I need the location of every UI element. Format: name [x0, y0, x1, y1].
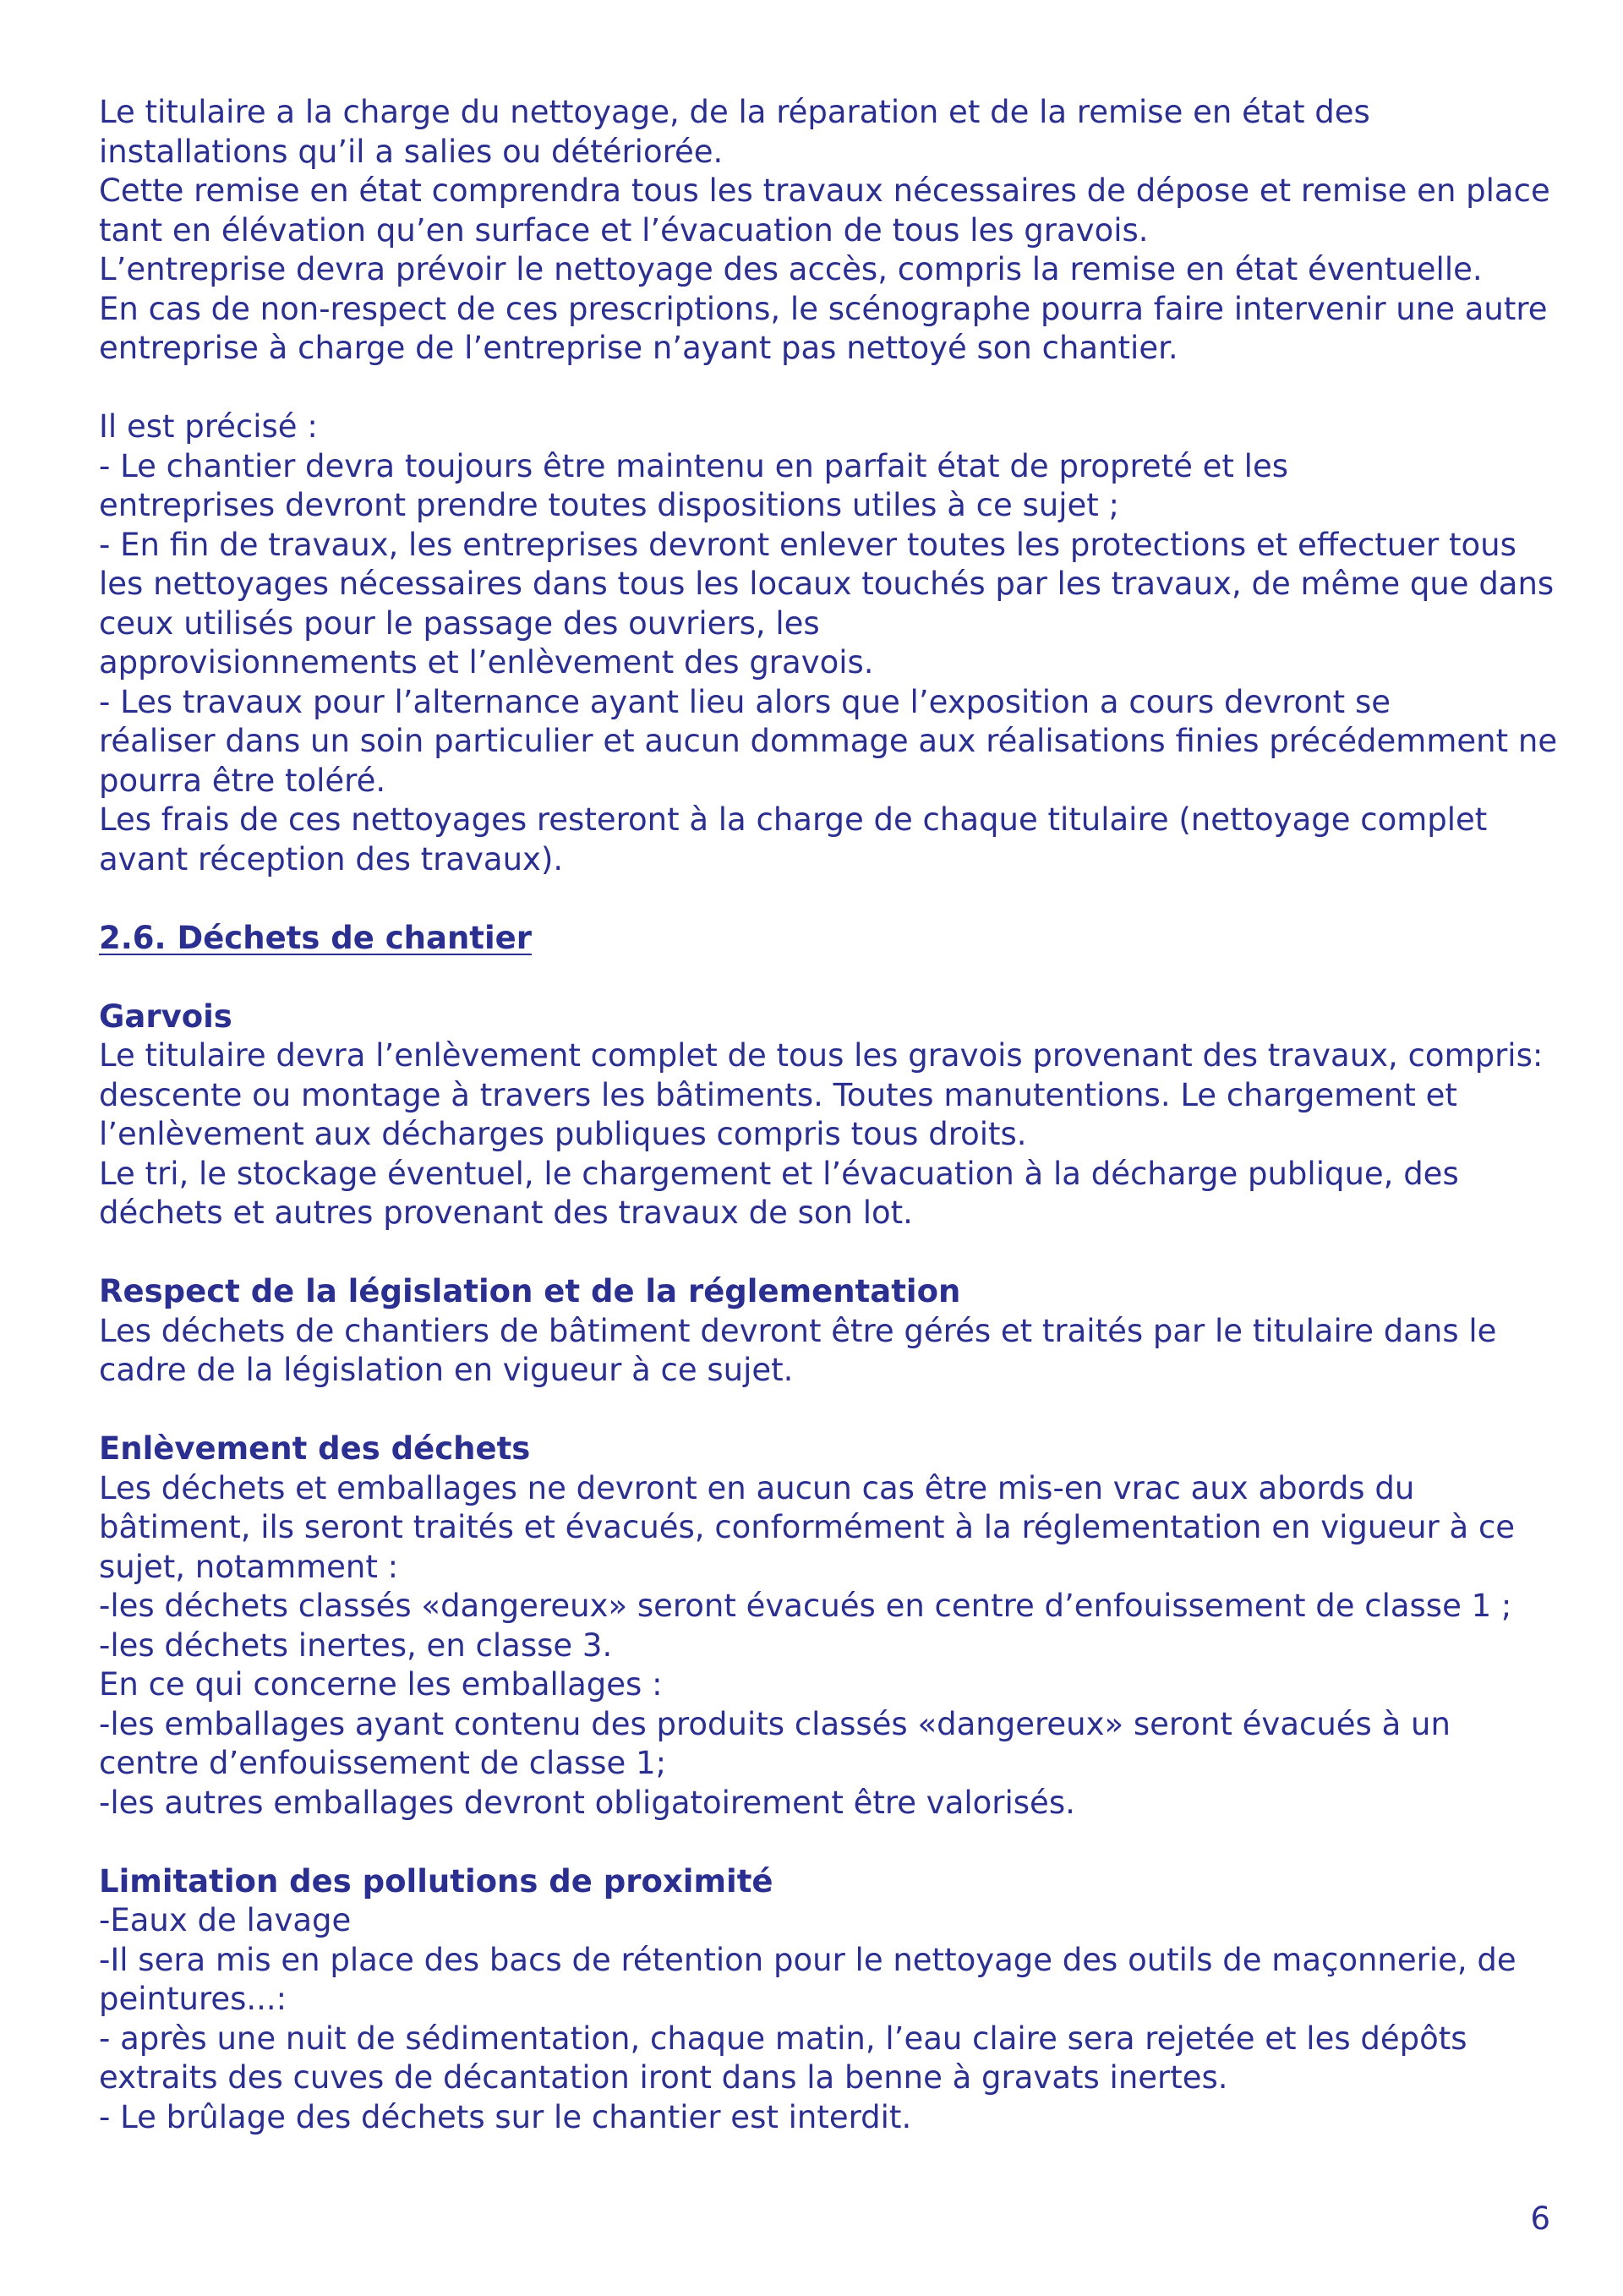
text-line: - après une nuit de sédimentation, chaque matin, l’eau claire sera rejetée et les dépôts	[99, 2020, 1467, 2057]
text-line: Les frais de ces nettoyages resteront à la charge de chaque titulaire (nettoyage complet	[99, 801, 1488, 838]
subsection-title: Garvois	[99, 998, 232, 1035]
text-line: Les déchets de chantiers de bâtiment devront être gérés et traités par le titulaire dans le	[99, 1312, 1497, 1349]
text-line: réaliser dans un soin particulier et aucun dommage aux réalisations finies précédemment ne	[99, 723, 1558, 759]
text-line: -les emballages ayant contenu des produits classés «dangereux» seront évacués à un	[99, 1705, 1451, 1742]
text-line: Cette remise en état comprendra tous les travaux nécessaires de dépose et remise en place	[99, 172, 1550, 209]
text-line: installations qu’il a salies ou détériorée.	[99, 133, 724, 170]
subsection-title: Enlèvement des déchets	[99, 1430, 531, 1467]
text-line: - En fin de travaux, les entreprises devront enlever toutes les protections et effectuer tous	[99, 526, 1516, 563]
subsection-pollutions	[99, 1862, 1553, 2138]
text-line: cadre de la législation en vigueur à ce sujet.	[99, 1352, 794, 1388]
text-line: peintures...:	[99, 1981, 287, 2017]
text-line: avant réception des travaux).	[99, 840, 564, 877]
text-line: descente ou montage à travers les bâtiments. Toutes manutentions. Le chargement et	[99, 1076, 1457, 1113]
spacer	[99, 1823, 1553, 1862]
text-line: Il est précisé :	[99, 408, 318, 445]
text-line: -les déchets classés «dangereux» seront évacués en centre d’enfouissement de classe 1 ;	[99, 1588, 1512, 1624]
text-line: Les déchets et emballages ne devront en aucun cas être mis-en vrac aux abords du	[99, 1469, 1415, 1506]
text-line: Le titulaire devra l’enlèvement complet de tous les gravois provenant des travaux, compris:	[99, 1037, 1544, 1074]
subsection-title: Limitation des pollutions de proximité	[99, 1862, 773, 1900]
spacer	[99, 879, 1553, 919]
section-title: 2.6. Déchets de chantier	[99, 919, 533, 956]
text-line: L’entreprise devra prévoir le nettoyage des accès, compris la remise en état éventuelle.	[99, 251, 1483, 287]
spacer	[99, 958, 1553, 998]
text-line: sujet, notamment :	[99, 1548, 399, 1585]
spacer	[99, 1233, 1553, 1273]
text-line: -les déchets inertes, en classe 3.	[99, 1626, 613, 1664]
text-line: -les autres emballages devront obligatoirement être valorisés.	[99, 1784, 1075, 1821]
text-line: tant en élévation qu’en surface et l’évacuation de tous les gravois.	[99, 211, 1149, 249]
text-line: extraits des cuves de décantation iront dans la benne à gravats inertes.	[99, 2059, 1228, 2096]
text-line: - Les travaux pour l’alternance ayant lieu alors que l’exposition a cours devront se	[99, 683, 1391, 720]
subsection-garvois	[99, 998, 1553, 1233]
text-line: -Eaux de lavage	[99, 1902, 352, 1938]
text-line: entreprises devront prendre toutes dispositions utiles à ce sujet ;	[99, 487, 1120, 523]
text-line: En cas de non-respect de ces prescriptions, le scénographe pourra faire intervenir une autre	[99, 290, 1548, 327]
subsection-title: Respect de la législation et de la réglementation	[99, 1273, 961, 1309]
text-line: pourra être toléré.	[99, 762, 386, 799]
intro-paragraph	[99, 93, 1553, 369]
text-line: -Il sera mis en place des bacs de rétention pour le nettoyage des outils de maçonnerie, de	[99, 1941, 1516, 1978]
text-line: Le tri, le stockage éventuel, le chargement et l’évacuation à la décharge publique, des	[99, 1155, 1459, 1192]
text-line: les nettoyages nécessaires dans tous les locaux touchés par les travaux, de même que dans	[99, 566, 1555, 602]
text-line: approvisionnements et l’enlèvement des gravois.	[99, 644, 874, 681]
text-line: Le titulaire a la charge du nettoyage, de la réparation et de la remise en état des	[99, 94, 1370, 130]
precisions-paragraph	[99, 407, 1558, 879]
text-line: - Le brûlage des déchets sur le chantier est interdit.	[99, 2098, 912, 2135]
spacer	[99, 1391, 1553, 1430]
subsection-legislation	[99, 1272, 1553, 1391]
text-line: centre d’enfouissement de classe 1;	[99, 1745, 667, 1781]
spacer	[99, 369, 1553, 408]
section-heading	[99, 919, 1553, 959]
text-line: l’enlèvement aux décharges publiques compris tous droits.	[99, 1116, 1027, 1152]
page-number: 6	[1530, 2200, 1550, 2237]
text-line: En ce qui concerne les emballages :	[99, 1666, 663, 1703]
text-line: entreprise à charge de l’entreprise n’ayant pas nettoyé son chantier.	[99, 330, 1178, 366]
subsection-enlevement	[99, 1430, 1553, 1823]
text-line: - Le chantier devra toujours être maintenu en parfait état de propreté et les	[99, 447, 1288, 484]
document-body	[99, 93, 1558, 2137]
text-line: bâtiment, ils seront traités et évacués, conformément à la réglementation en vigueur à ce	[99, 1509, 1516, 1545]
text-line: déchets et autres provenant des travaux de son lot.	[99, 1194, 913, 1231]
text-line: ceux utilisés pour le passage des ouvriers, les	[99, 604, 820, 642]
